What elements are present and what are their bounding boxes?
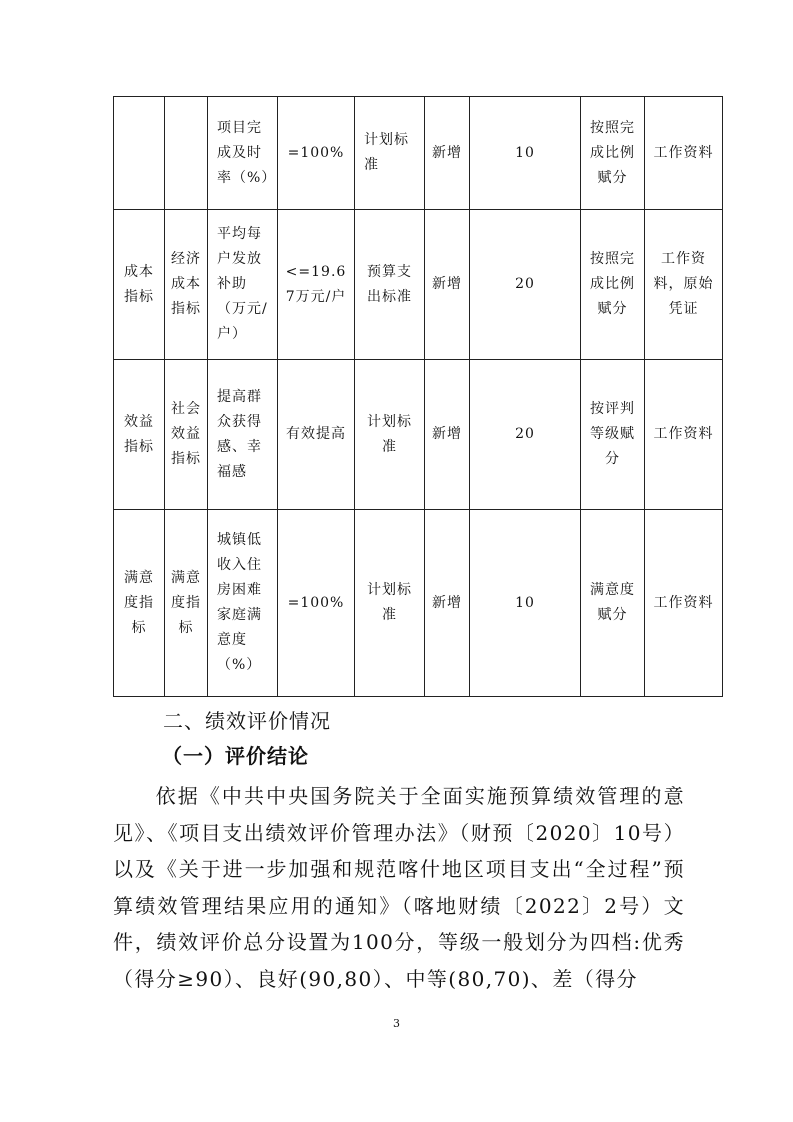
level1-indicator-cell: 成本指标 <box>114 210 165 360</box>
indicator-type-cell: 新增 <box>425 360 470 510</box>
level1-indicator-cell: 满意度指标 <box>114 510 165 697</box>
target-basis-cell: 计划标准 <box>355 510 425 697</box>
performance-indicator-table <box>113 96 723 697</box>
level2-indicator-cell: 社会效益指标 <box>165 360 208 510</box>
body-paragraph-text: 依据《中共中央国务院关于全面实施预算绩效管理的意见》、《项目支出绩效评价管理办法》（财预〔2020〕10号）以及《关于进一步加强和规范喀什地区项目支出“全过程”预算绩效管理结果应用的通知》（喀地财绩〔2022〕2号）文件，绩效评价总分设置为100分，等级一般划分为四档:优秀（得分≥90）、良好(90,80）、中等(80,70)、差（得分 <box>113 784 685 991</box>
scoring-method-cell: 按评判等级赋分 <box>581 360 645 510</box>
indicator-type-cell: 新增 <box>425 510 470 697</box>
level2-indicator-cell <box>165 97 208 210</box>
page-number: 3 <box>393 1017 400 1030</box>
target-basis-cell: 计划标准 <box>355 360 425 510</box>
target-value-cell: 有效提高 <box>278 360 355 510</box>
data-source-cell: 工作资料，原始凭证 <box>645 210 723 360</box>
target-value-cell: =100% <box>278 510 355 697</box>
table-row <box>114 510 723 697</box>
data-source-cell: 工作资料 <box>645 510 723 697</box>
level3-indicator-cell: 平均每户发放补助（万元/户） <box>208 210 278 360</box>
indicator-type-cell: 新增 <box>425 210 470 360</box>
weight-cell: 10 <box>470 510 581 697</box>
section-heading: 二、绩效评价情况 <box>163 709 331 733</box>
table-row <box>114 210 723 360</box>
data-source-cell: 工作资料 <box>645 360 723 510</box>
level3-indicator-cell: 项目完成及时率（%） <box>208 97 278 210</box>
target-value-cell: <=19.67万元/户 <box>278 210 355 360</box>
scoring-method-cell: 按照完成比例赋分 <box>581 97 645 210</box>
level1-indicator-cell: 效益指标 <box>114 360 165 510</box>
scoring-method-cell: 按照完成比例赋分 <box>581 210 645 360</box>
weight-cell: 10 <box>470 97 581 210</box>
target-basis-cell: 计划标准 <box>355 97 425 210</box>
weight-cell: 20 <box>470 360 581 510</box>
table-row <box>114 97 723 210</box>
level3-indicator-cell: 城镇低收入住房困难家庭满意度（%） <box>208 510 278 697</box>
level3-indicator-cell: 提高群众获得感、幸福感 <box>208 360 278 510</box>
level2-indicator-cell: 经济成本指标 <box>165 210 208 360</box>
body-paragraph <box>113 778 685 997</box>
target-value-cell: =100% <box>278 97 355 210</box>
table-row <box>114 360 723 510</box>
level2-indicator-cell: 满意度指标 <box>165 510 208 697</box>
indicator-type-cell: 新增 <box>425 97 470 210</box>
data-source-cell: 工作资料 <box>645 97 723 210</box>
scoring-method-cell: 满意度赋分 <box>581 510 645 697</box>
target-basis-cell: 预算支出标准 <box>355 210 425 360</box>
subsection-heading: （一）评价结论 <box>162 744 309 768</box>
weight-cell: 20 <box>470 210 581 360</box>
level1-indicator-cell <box>114 97 165 210</box>
